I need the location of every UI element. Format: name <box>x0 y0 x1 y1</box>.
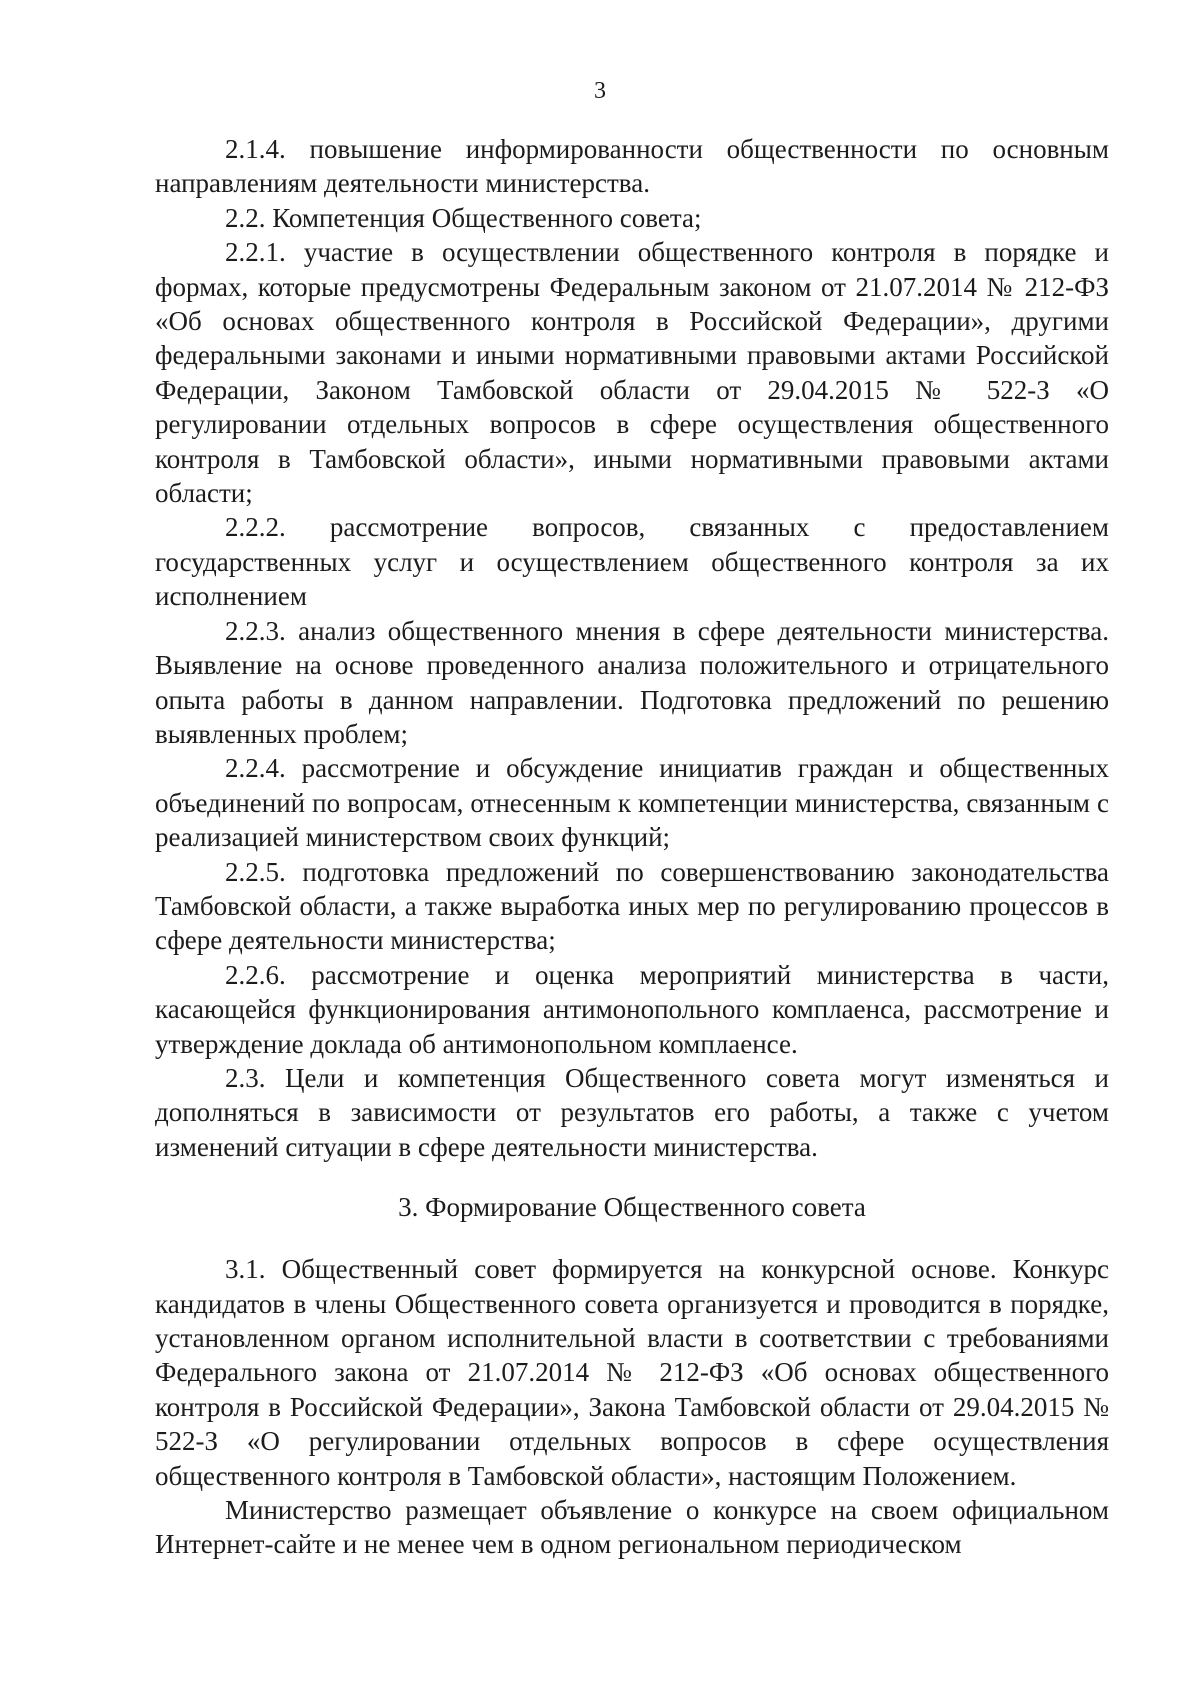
paragraph-2-2-3: 2.2.3. анализ общественного мнения в сфере деятельности министерства. Выявление на основе проведенного анализа положительного и отрицательного опыта работы в данном направлении. Подготовка предложений по решению выявленных проблем; <box>155 615 1109 749</box>
section-heading: 3. Формирование Общественного совета <box>398 1192 866 1223</box>
document-body <box>155 132 1109 1562</box>
paragraph-announcement: Министерство размещает объявление о конкурсе на своем официальном Интернет-сайте и не менее чем в одном региональном периодическом <box>155 1495 1109 1560</box>
paragraph-2-3: 2.3. Цели и компетенция Общественного совета могут изменяться и дополняться в зависимости от результатов его работы, а также с учетом изменений ситуации в сфере деятельности министерства. <box>155 1062 1109 1162</box>
paragraph-2-2-5: 2.2.5. подготовка предложений по совершенствованию законодательства Тамбовской области, а также выработка иных мер по регулированию процессов в сфере деятельности министерства; <box>155 856 1109 956</box>
paragraph-2-2-1: 2.2.1. участие в осуществлении общественного контроля в порядке и формах, которые предусмотрены Федеральным законом от 21.07.2014 № 212-ФЗ «Об основах общественного контроля в Российской Федерации», другими федеральными законами и иными нормативными правовыми актами Российской Федерации, Законом Тамбовской области от 29.04.2015 № 522-З «О регулировании отдельных вопросов в сфере осуществления общественного контроля в Тамбовской области», иными нормативными правовыми актами области; <box>155 237 1109 509</box>
paragraph-2-2-2: 2.2.2. рассмотрение вопросов, связанных с предоставлением государственных услуг и осуществлением общественного контроля за их исполнением <box>155 512 1109 612</box>
paragraph-2-2-6: 2.2.6. рассмотрение и оценка мероприятий министерства в части, касающейся функционирования антимонопольного комплаенса, рассмотрение и утверждение доклада об антимонопольном комплаенсе. <box>155 959 1109 1059</box>
page-number: 3 <box>594 78 606 104</box>
paragraph-2-2-4: 2.2.4. рассмотрение и обсуждение инициатив граждан и общественных объединений по вопросам, отнесенным к компетенции министерства, связанным с реализацией министерством своих функций; <box>155 753 1109 853</box>
paragraph-3-1: 3.1. Общественный совет формируется на конкурсной основе. Конкурс кандидатов в члены Общественного совета организуется и проводится в порядке, установленном органом исполнительной власти в соответствии с требованиями Федерального закона от 21.07.2014 № 212-ФЗ «Об основах общественного контроля в Российской Федерации», Закона Тамбовской области от 29.04.2015 № 522-З «О регулировании отдельных вопросов в сфере осуществления общественного контроля в Тамбовской области», настоящим Положением. <box>155 1254 1109 1491</box>
paragraph-2-2: 2.2. Компетенция Общественного совета; <box>225 202 702 233</box>
paragraph-2-1-4: 2.1.4. повышение информированности общественности по основным направлениям деятельности министерства. <box>155 134 1109 199</box>
